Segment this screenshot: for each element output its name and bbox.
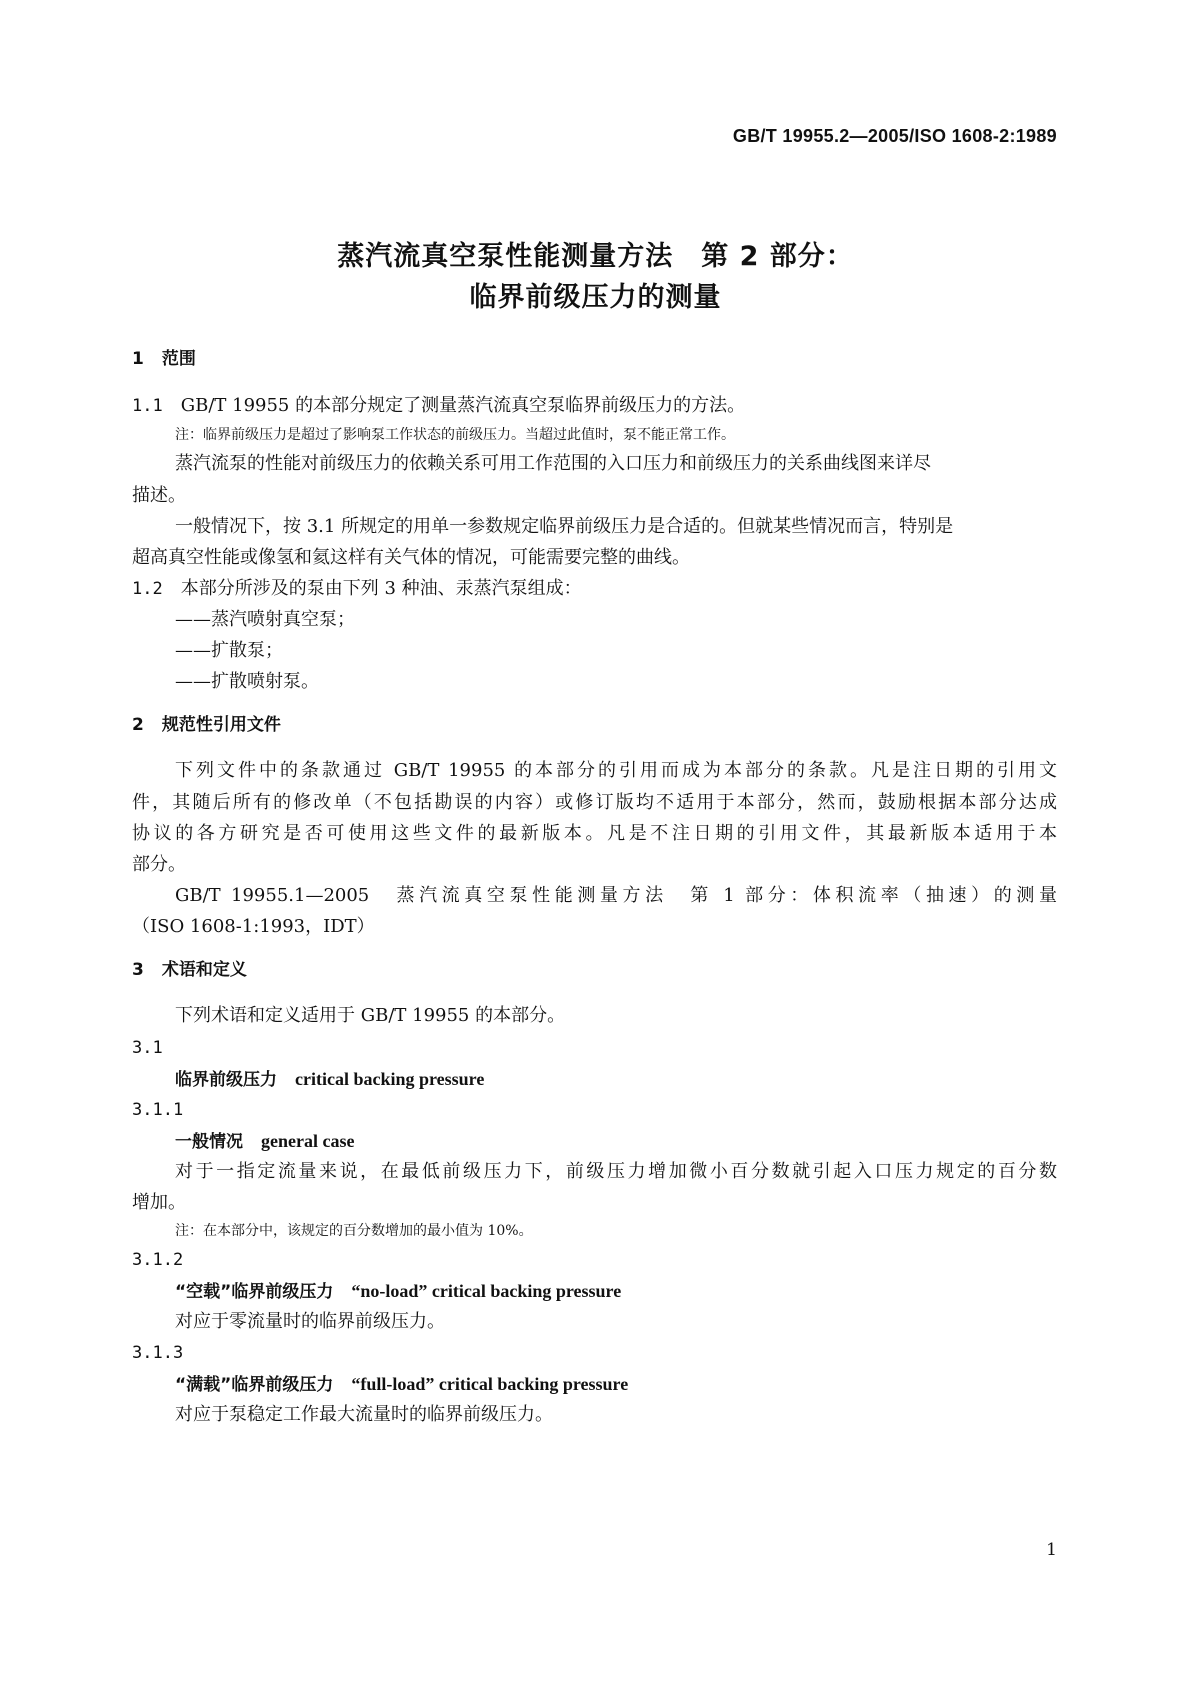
term-3-1-1-zh: 一般情况	[175, 1132, 243, 1152]
section-1-title: 范围	[161, 349, 196, 369]
reference-line-2: （ISO 1608-1:1993，IDT）	[132, 916, 375, 937]
section-2-title: 规范性引用文件	[161, 715, 281, 735]
s2-para-line-2: 件，其随后所有的修改单（不包括勘误的内容）或修订版均不适用于本部分，然而，鼓励根据本部分达成	[132, 792, 1057, 813]
section-2-number: 2	[132, 715, 144, 735]
clause-1-1-text: GB/T 19955 的本部分规定了测量蒸汽流真空泵临界前级压力的方法。	[180, 395, 746, 416]
title-line-1: 蒸汽流真空泵性能测量方法 第 2 部分：	[337, 241, 854, 272]
term-3-1-2	[175, 1278, 1057, 1305]
clause-1-2-number: 1.2	[132, 579, 163, 599]
s2-para-line-3: 协议的各方研究是否可使用这些文件的最新版本。凡是不注日期的引用文件，其最新版本适用于本	[132, 823, 1057, 844]
section-1-number: 1	[132, 349, 144, 369]
para-b-line-1: 一般情况下，按 3.1 所规定的用单一参数规定临界前级压力是合适的。但就某些情况而言，特别是	[175, 516, 954, 537]
section-1-heading	[132, 346, 1057, 372]
term-3-1-1	[175, 1128, 1057, 1155]
section-2-heading	[132, 712, 1057, 738]
term-3-1-number: 3.1	[132, 1038, 163, 1058]
section-3-heading	[132, 957, 1057, 983]
term-3-1	[175, 1066, 1057, 1093]
term-3-1-3	[175, 1371, 1057, 1398]
list-item: ——扩散泵；	[175, 640, 283, 661]
clause-1-2	[132, 576, 1057, 602]
clause-1-1	[132, 393, 1057, 419]
para-a-line-2: 描述。	[132, 485, 186, 506]
list-item: ——扩散喷射泵。	[175, 671, 319, 692]
term-3-1-3-en: “full-load” critical backing pressure	[351, 1374, 629, 1394]
note-2: 注：在本部分中，该规定的百分数增加的最小值为 10%。	[175, 1223, 533, 1239]
term-3-1-en: critical backing pressure	[295, 1069, 485, 1089]
para-a-line-1: 蒸汽流泵的性能对前级压力的依赖关系可用工作范围的入口压力和前级压力的关系曲线图来详尽	[175, 453, 931, 474]
term-3-1-1-def-line-2: 增加。	[132, 1192, 186, 1213]
page-number: 1	[1046, 1540, 1057, 1560]
term-3-1-zh: 临界前级压力	[175, 1070, 277, 1090]
term-3-1-3-number: 3.1.3	[132, 1343, 184, 1363]
term-3-1-3-zh: “满载”临界前级压力	[175, 1375, 334, 1395]
reference-line-1: GB/T 19955.1—2005 蒸汽流真空泵性能测量方法 第 1 部分：体积流率（抽速）的测量	[175, 885, 1057, 906]
list-item: ——蒸汽喷射真空泵；	[175, 609, 355, 630]
title-line-2: 临界前级压力的测量	[469, 282, 722, 313]
clause-1-2-text: 本部分所涉及的泵由下列 3 种油、汞蒸汽泵组成：	[180, 578, 582, 599]
s2-para-line-4: 部分。	[132, 854, 186, 875]
s2-para-line-1: 下列文件中的条款通过 GB/T 19955 的本部分的引用而成为本部分的条款。凡是注日期的引用文	[175, 760, 1057, 781]
para-b-line-2: 超高真空性能或像氢和氦这样有关气体的情况，可能需要完整的曲线。	[132, 547, 690, 568]
section-3-number: 3	[132, 960, 144, 980]
term-3-1-1-def-line-1: 对于一指定流量来说，在最低前级压力下，前级压力增加微小百分数就引起入口压力规定的百分数	[175, 1161, 1057, 1182]
term-3-1-2-def: 对应于零流量时的临界前级压力。	[175, 1311, 445, 1332]
s3-intro: 下列术语和定义适用于 GB/T 19955 的本部分。	[175, 1005, 566, 1026]
term-3-1-1-en: general case	[261, 1131, 355, 1151]
term-3-1-2-zh: “空载”临界前级压力	[175, 1282, 334, 1302]
term-3-1-3-def: 对应于泵稳定工作最大流量时的临界前级压力。	[175, 1404, 553, 1425]
clause-1-1-number: 1.1	[132, 396, 163, 416]
term-3-1-2-en: “no-load” critical backing pressure	[351, 1281, 622, 1301]
term-3-1-2-number: 3.1.2	[132, 1250, 184, 1270]
term-3-1-1-number: 3.1.1	[132, 1100, 184, 1120]
standard-code: GB/T 19955.2—2005/ISO 1608-2:1989	[732, 126, 1057, 146]
section-3-title: 术语和定义	[161, 960, 247, 980]
note-1: 注：临界前级压力是超过了影响泵工作状态的前级压力。当超过此值时，泵不能正常工作。	[175, 427, 735, 443]
